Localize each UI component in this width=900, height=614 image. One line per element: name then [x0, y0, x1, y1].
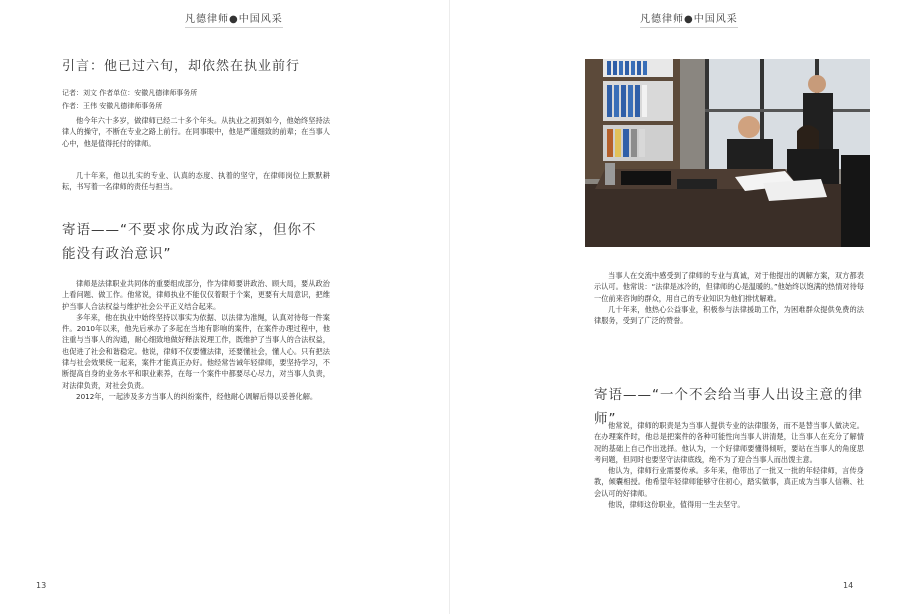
- article-body: [594, 420, 864, 580]
- running-head: 凡德律师●中国风采: [640, 10, 738, 28]
- paragraph: 多年来，他在执业中始终坚持以事实为依据、以法律为准绳，认真对待每一件案件。2010年以来，他先后承办了多起在当地有影响的案件，在案件办理过程中，他注重与当事人的沟通，耐心细致地做好释法说理工作，既维护了当事人的合法权益，也促进了社会和谐稳定。他说，律师不仅要懂法律，还要懂社会，懂人心。只有把法律与社会效果统一起来，案件才能真正办好。他经常告诫年轻律师，要坚持学习，不断提高自身的业务水平和职业素养，在每一个案件中都要尽心尽力，对当事人负责，对法律负责，对社会负责。: [62, 312, 330, 390]
- paragraph: 几十年来，他热心公益事业，积极参与法律援助工作，为困难群众提供免费的法律服务，受到了广泛的赞誉。: [594, 304, 864, 326]
- paragraph: 他说，律师这份职业，值得用一生去坚守。: [608, 500, 745, 510]
- byline: 作者：王伟 安徽凡德律师事务所: [62, 102, 163, 110]
- paragraph: 几十年来，他以扎实的专业、认真的态度、执着的坚守，在律师岗位上默默耕耘，书写着一名律师的责任与担当。: [62, 171, 330, 192]
- lead-heading: 引言：他已过六旬，却依然在执业前行: [62, 59, 301, 74]
- paragraph: 他常说，律师的职责是为当事人提供专业的法律服务，而不是替当事人做决定。在办理案件时，他总是把案件的各种可能性向当事人讲清楚，让当事人在充分了解情况的基础上自己作出选择。他认为，一个好律师要懂得倾听，要站在当事人的角度思考问题，但同时也要坚守法律底线，绝不为了迎合当事人而出馊主意。: [594, 421, 864, 464]
- paragraph: 2012年，一起涉及多方当事人的纠纷案件，经他耐心调解后得以妥善化解。: [76, 391, 318, 401]
- section-heading: 寄语——“一个不会给当事人出设主意的律师”: [594, 387, 863, 427]
- article-body: [62, 278, 330, 568]
- page-number: 14: [843, 581, 854, 590]
- page-number: 13: [36, 581, 47, 590]
- paragraph: 当事人在交流中感受到了律师的专业与真诚，对于他提出的调解方案，双方都表示认可。他常说：“法律是冰冷的，但律师的心是温暖的。”他始终以饱满的热情对待每一位前来咨询的群众，用自己的专业知识为他们排忧解难。: [594, 271, 864, 303]
- office-photo: [585, 59, 870, 247]
- paragraph: 律师是法律职业共同体的重要组成部分，作为律师要讲政治、顾大局，要从政治上看问题、做工作。他常说，律师执业不能仅仅着眼于个案，更要有大局意识，把维护当事人合法权益与维护社会公平正义结合起来。: [62, 279, 330, 311]
- section-heading: 寄语——“不要求你成为政治家，但你不能没有政治意识”: [62, 222, 317, 262]
- intro-quote: [62, 170, 330, 194]
- paragraph: 他认为，律师行业需要传承。多年来，他带出了一批又一批的年轻律师，言传身教，倾囊相授。他希望年轻律师能够守住初心，踏实做事，真正成为当事人信赖、社会认可的好律师。: [594, 466, 864, 498]
- byline: 记者：刘文 作者单位：安徽凡德律师事务所: [62, 89, 198, 97]
- office-photo-illustration: [585, 59, 870, 247]
- running-head: 凡德律师●中国风采: [185, 10, 283, 28]
- paragraph: 他今年六十多岁，做律师已经二十多个年头。从执业之初到如今，他始终坚持法律人的操守，不断在专业之路上前行。在同事眼中，他是严谨细致的前辈；在当事人心中，他是值得托付的律师。: [62, 116, 330, 148]
- article-body-continued: [594, 270, 864, 356]
